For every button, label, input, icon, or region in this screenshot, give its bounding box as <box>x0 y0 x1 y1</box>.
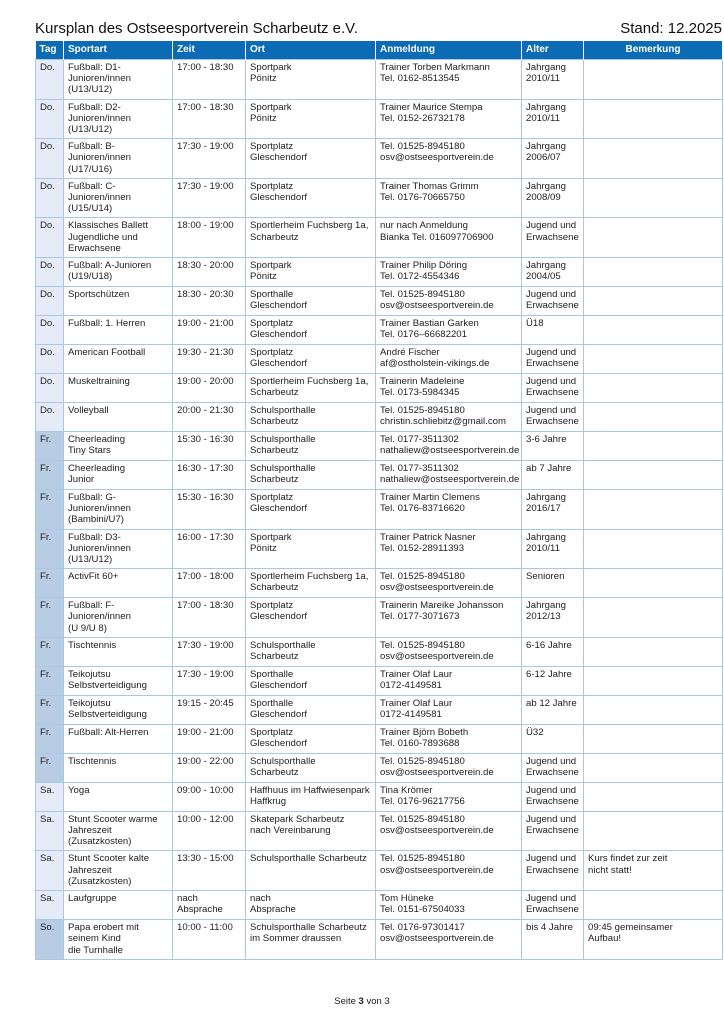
cell-tag: Do. <box>36 218 64 258</box>
cell-anmeldung: Tel. 0177-3511302 nathaliew@ostseesportverein.de <box>376 432 522 461</box>
cell-sportart: Volleyball <box>64 403 173 432</box>
current-page-number: 3 <box>358 996 364 1007</box>
cell-anmeldung: Tel. 01525-8945180 osv@ostseesportverein.de <box>376 287 522 316</box>
column-header-ort: Ort <box>246 41 376 60</box>
cell-ort: Schulsporthalle Scharbeutz <box>246 637 376 666</box>
cell-bemerkung <box>584 461 723 490</box>
cell-tag: Do. <box>36 178 64 218</box>
table-row <box>36 60 723 100</box>
cell-ort: Sportlerheim Fuchsberg 1a, Scharbeutz <box>246 569 376 598</box>
cell-ort: Haffhuus im Haffwiesenpark Haffkrug <box>246 782 376 811</box>
cell-anmeldung: Trainerin Mareike Johansson Tel. 0177-3071673 <box>376 598 522 638</box>
cell-tag: Sa. <box>36 891 64 920</box>
cell-sportart: Stunt Scooter warme Jahreszeit (Zusatzkosten) <box>64 811 173 851</box>
cell-bemerkung <box>584 60 723 100</box>
cell-anmeldung: Tina Krömer Tel. 0176-96217756 <box>376 782 522 811</box>
cell-alter: 3-6 Jahre <box>522 432 584 461</box>
cell-alter: Jugend und Erwachsene <box>522 851 584 891</box>
table-row <box>36 218 723 258</box>
cell-anmeldung: Trainer Thomas Grimm Tel. 0176-70665750 <box>376 178 522 218</box>
cell-alter: Jugend und Erwachsene <box>522 811 584 851</box>
cell-alter: Jugend und Erwachsene <box>522 345 584 374</box>
table-row <box>36 851 723 891</box>
cell-tag: Fr. <box>36 598 64 638</box>
cell-tag: Fr. <box>36 695 64 724</box>
table-row <box>36 432 723 461</box>
cell-sportart: Papa erobert mit seinem Kind die Turnhalle <box>64 920 173 960</box>
cell-ort: Schulsporthalle Scharbeutz <box>246 461 376 490</box>
cell-zeit: 16:30 - 17:30 <box>173 461 246 490</box>
cell-alter: Jahrgang 2006/07 <box>522 139 584 179</box>
table-body <box>36 60 723 960</box>
cell-bemerkung <box>584 139 723 179</box>
cell-tag: Do. <box>36 316 64 345</box>
cell-bemerkung <box>584 258 723 287</box>
cell-tag: Fr. <box>36 569 64 598</box>
cell-ort: Sportlerheim Fuchsberg 1a, Scharbeutz <box>246 374 376 403</box>
cell-zeit: 16:00 - 17:30 <box>173 529 246 569</box>
cell-sportart: Tischtennis <box>64 753 173 782</box>
cell-zeit: 19:00 - 20:00 <box>173 374 246 403</box>
cell-zeit: 17:30 - 19:00 <box>173 666 246 695</box>
stand-date: Stand: 12.2025 <box>620 20 722 37</box>
cell-alter: Jugend und Erwachsene <box>522 287 584 316</box>
cell-sportart: Fußball: G-Junioren/innen (Bambini/U7) <box>64 490 173 530</box>
cell-zeit: 19:00 - 21:00 <box>173 316 246 345</box>
cell-sportart: Cheerleading Tiny Stars <box>64 432 173 461</box>
cell-alter: Jugend und Erwachsene <box>522 374 584 403</box>
cell-tag: Sa. <box>36 851 64 891</box>
cell-alter: Jugend und Erwachsene <box>522 891 584 920</box>
cell-alter: ab 12 Jahre <box>522 695 584 724</box>
cell-alter: 6-12 Jahre <box>522 666 584 695</box>
cell-ort: Sportpark Pönitz <box>246 60 376 100</box>
table-row <box>36 666 723 695</box>
cell-ort: Sportpark Pönitz <box>246 529 376 569</box>
table-row <box>36 695 723 724</box>
cell-sportart: Fußball: D2-Junioren/innen (U13/U12) <box>64 99 173 139</box>
cell-bemerkung <box>584 490 723 530</box>
cell-tag: Fr. <box>36 724 64 753</box>
cell-zeit: 19:30 - 21:30 <box>173 345 246 374</box>
table-row <box>36 891 723 920</box>
cell-sportart: Cheerleading Junior <box>64 461 173 490</box>
cell-bemerkung <box>584 891 723 920</box>
cell-alter: Jugend und Erwachsene <box>522 753 584 782</box>
cell-tag: Fr. <box>36 666 64 695</box>
cell-sportart: Fußball: C-Junioren/innen (U15/U14) <box>64 178 173 218</box>
cell-sportart: Klassisches Ballett Jugendliche und Erwachsene <box>64 218 173 258</box>
cell-alter: Senioren <box>522 569 584 598</box>
cell-bemerkung <box>584 345 723 374</box>
table-row <box>36 287 723 316</box>
cell-ort: Skatepark Scharbeutz nach Vereinbarung <box>246 811 376 851</box>
cell-bemerkung <box>584 432 723 461</box>
cell-anmeldung: Trainer Patrick Nasner Tel. 0152-28911393 <box>376 529 522 569</box>
cell-ort: Sportplatz Gleschendorf <box>246 316 376 345</box>
table-row <box>36 724 723 753</box>
cell-ort: Sportlerheim Fuchsberg 1a, Scharbeutz <box>246 218 376 258</box>
column-header-zeit: Zeit <box>173 41 246 60</box>
cell-anmeldung: Trainer Maurice Stempa Tel. 0152-26732178 <box>376 99 522 139</box>
cell-anmeldung: Trainer Olaf Laur 0172-4149581 <box>376 666 522 695</box>
table-row <box>36 753 723 782</box>
table-row <box>36 178 723 218</box>
table-row <box>36 811 723 851</box>
cell-sportart: Fußball: A-Junioren (U19/U18) <box>64 258 173 287</box>
cell-anmeldung: Trainer Martin Clemens Tel. 0176-83716620 <box>376 490 522 530</box>
cell-anmeldung: André Fischer af@ostholstein-vikings.de <box>376 345 522 374</box>
cell-alter: Jugend und Erwachsene <box>522 403 584 432</box>
cell-ort: Sportplatz Gleschendorf <box>246 139 376 179</box>
cell-zeit: 18:00 - 19:00 <box>173 218 246 258</box>
cell-anmeldung: Trainer Björn Bobeth Tel. 0160-7893688 <box>376 724 522 753</box>
cell-anmeldung: Trainer Torben Markmann Tel. 0162-8513545 <box>376 60 522 100</box>
table-row <box>36 637 723 666</box>
column-header-alter: Alter <box>522 41 584 60</box>
cell-anmeldung: Tel. 01525-8945180 osv@ostseesportverein.de <box>376 811 522 851</box>
cell-tag: Fr. <box>36 753 64 782</box>
cell-ort: Sportpark Pönitz <box>246 258 376 287</box>
column-header-anmeldung: Anmeldung <box>376 41 522 60</box>
cell-ort: nach Absprache <box>246 891 376 920</box>
cell-zeit: 17:00 - 18:30 <box>173 598 246 638</box>
cell-sportart: American Football <box>64 345 173 374</box>
cell-anmeldung: Tel. 01525-8945180 osv@ostseesportverein.de <box>376 139 522 179</box>
cell-sportart: Fußball: D3-Junioren/innen (U13/U12) <box>64 529 173 569</box>
cell-bemerkung <box>584 666 723 695</box>
cell-bemerkung <box>584 637 723 666</box>
cell-bemerkung <box>584 569 723 598</box>
cell-zeit: 19:00 - 21:00 <box>173 724 246 753</box>
course-schedule-table <box>35 41 723 960</box>
cell-zeit: 10:00 - 11:00 <box>173 920 246 960</box>
table-row <box>36 920 723 960</box>
cell-bemerkung <box>584 287 723 316</box>
cell-ort: Sporthalle Gleschendorf <box>246 287 376 316</box>
cell-zeit: 13:30 - 15:00 <box>173 851 246 891</box>
cell-anmeldung: Tel. 01525-8945180 osv@ostseesportverein.de <box>376 753 522 782</box>
cell-alter: bis 4 Jahre <box>522 920 584 960</box>
cell-zeit: 19:00 - 22:00 <box>173 753 246 782</box>
table-row <box>36 345 723 374</box>
cell-alter: Ü32 <box>522 724 584 753</box>
cell-tag: Fr. <box>36 461 64 490</box>
cell-sportart: Laufgruppe <box>64 891 173 920</box>
table-row <box>36 569 723 598</box>
cell-zeit: 15:30 - 16:30 <box>173 432 246 461</box>
cell-alter: Jahrgang 2016/17 <box>522 490 584 530</box>
cell-alter: Jahrgang 2010/11 <box>522 60 584 100</box>
cell-sportart: Fußball: 1. Herren <box>64 316 173 345</box>
cell-tag: Fr. <box>36 432 64 461</box>
cell-zeit: 19:15 - 20:45 <box>173 695 246 724</box>
cell-anmeldung: Tel. 0176-97301417 osv@ostseesportverein.de <box>376 920 522 960</box>
cell-zeit: 17:30 - 19:00 <box>173 178 246 218</box>
table-row <box>36 316 723 345</box>
column-header-bemerkung: Bemerkung <box>584 41 723 60</box>
table-row <box>36 461 723 490</box>
table-row <box>36 139 723 179</box>
cell-ort: Sportplatz Gleschendorf <box>246 598 376 638</box>
cell-bemerkung: 09:45 gemeinsamer Aufbau! <box>584 920 723 960</box>
cell-bemerkung <box>584 724 723 753</box>
cell-ort: Sportplatz Gleschendorf <box>246 490 376 530</box>
cell-sportart: Fußball: D1-Junioren/innen (U13/U12) <box>64 60 173 100</box>
cell-tag: Fr. <box>36 637 64 666</box>
cell-anmeldung: Tel. 01525-8945180 osv@ostseesportverein.de <box>376 851 522 891</box>
cell-bemerkung: Kurs findet zur zeit nicht statt! <box>584 851 723 891</box>
cell-anmeldung: Trainer Bastian Garken Tel. 0176–66682201 <box>376 316 522 345</box>
cell-anmeldung: Trainerin Madeleine Tel. 0173-5984345 <box>376 374 522 403</box>
cell-alter: Jahrgang 2010/11 <box>522 99 584 139</box>
cell-anmeldung: Tel. 01525-8945180 christin.schliebitz@gmail.com <box>376 403 522 432</box>
cell-ort: Schulsporthalle Scharbeutz <box>246 753 376 782</box>
cell-anmeldung: nur nach Anmeldung Bianka Tel. 016097706900 <box>376 218 522 258</box>
table-row <box>36 374 723 403</box>
cell-tag: Fr. <box>36 529 64 569</box>
cell-alter: ab 7 Jahre <box>522 461 584 490</box>
cell-sportart: Sportschützen <box>64 287 173 316</box>
cell-bemerkung <box>584 753 723 782</box>
cell-sportart: Fußball: F-Junioren/innen (U 9/U 8) <box>64 598 173 638</box>
cell-tag: Do. <box>36 403 64 432</box>
cell-alter: Jahrgang 2010/11 <box>522 529 584 569</box>
cell-sportart: Tischtennis <box>64 637 173 666</box>
cell-zeit: 17:30 - 19:00 <box>173 139 246 179</box>
cell-sportart: Yoga <box>64 782 173 811</box>
cell-bemerkung <box>584 529 723 569</box>
cell-alter: Jahrgang 2008/09 <box>522 178 584 218</box>
cell-zeit: 17:00 - 18:00 <box>173 569 246 598</box>
cell-bemerkung <box>584 99 723 139</box>
cell-zeit: 09:00 - 10:00 <box>173 782 246 811</box>
cell-tag: Sa. <box>36 811 64 851</box>
cell-tag: So. <box>36 920 64 960</box>
table-header-row <box>36 41 723 60</box>
cell-anmeldung: Tom Hüneke Tel. 0151-67504033 <box>376 891 522 920</box>
cell-ort: Sporthalle Gleschendorf <box>246 666 376 695</box>
cell-anmeldung: Tel. 01525-8945180 osv@ostseesportverein.de <box>376 637 522 666</box>
cell-bemerkung <box>584 598 723 638</box>
cell-bemerkung <box>584 316 723 345</box>
cell-zeit: 17:00 - 18:30 <box>173 60 246 100</box>
cell-anmeldung: Tel. 01525-8945180 osv@ostseesportverein.de <box>376 569 522 598</box>
cell-ort: Schulsporthalle Scharbeutz <box>246 403 376 432</box>
cell-anmeldung: Trainer Philip Döring Tel. 0172-4554346 <box>376 258 522 287</box>
cell-ort: Schulsporthalle Scharbeutz <box>246 432 376 461</box>
cell-alter: Jugend und Erwachsene <box>522 782 584 811</box>
cell-ort: Sportpark Pönitz <box>246 99 376 139</box>
cell-zeit: 17:00 - 18:30 <box>173 99 246 139</box>
table-row <box>36 529 723 569</box>
table-row <box>36 99 723 139</box>
cell-bemerkung <box>584 178 723 218</box>
cell-ort: Schulsporthalle Scharbeutz <box>246 851 376 891</box>
cell-alter: 6-16 Jahre <box>522 637 584 666</box>
cell-tag: Do. <box>36 60 64 100</box>
cell-tag: Fr. <box>36 490 64 530</box>
cell-ort: Sportplatz Gleschendorf <box>246 178 376 218</box>
cell-zeit: 17:30 - 19:00 <box>173 637 246 666</box>
cell-alter: Jugend und Erwachsene <box>522 218 584 258</box>
cell-zeit: 20:00 - 21:30 <box>173 403 246 432</box>
cell-bemerkung <box>584 695 723 724</box>
cell-alter: Jahrgang 2004/05 <box>522 258 584 287</box>
page-header <box>35 20 722 40</box>
cell-ort: Schulsporthalle Scharbeutz im Sommer draussen <box>246 920 376 960</box>
cell-tag: Do. <box>36 374 64 403</box>
cell-alter: Ü18 <box>522 316 584 345</box>
cell-bemerkung <box>584 403 723 432</box>
cell-ort: Sporthalle Gleschendorf <box>246 695 376 724</box>
footer-prefix: Seite <box>334 996 359 1007</box>
cell-sportart: Fußball: B-Junioren/innen (U17/U16) <box>64 139 173 179</box>
cell-sportart: Stunt Scooter kalte Jahreszeit (Zusatzkosten) <box>64 851 173 891</box>
cell-anmeldung: Tel. 0177-3511302 nathaliew@ostseesportverein.de <box>376 461 522 490</box>
cell-tag: Do. <box>36 287 64 316</box>
cell-tag: Do. <box>36 99 64 139</box>
cell-anmeldung: Trainer Olaf Laur 0172-4149581 <box>376 695 522 724</box>
column-header-tag: Tag <box>36 41 64 60</box>
cell-bemerkung <box>584 374 723 403</box>
cell-tag: Do. <box>36 139 64 179</box>
cell-ort: Sportplatz Gleschendorf <box>246 724 376 753</box>
page-footer <box>0 996 724 1007</box>
cell-tag: Do. <box>36 345 64 374</box>
cell-bemerkung <box>584 782 723 811</box>
cell-zeit: 18:30 - 20:00 <box>173 258 246 287</box>
footer-suffix: von 3 <box>363 996 390 1007</box>
table-row <box>36 403 723 432</box>
cell-bemerkung <box>584 218 723 258</box>
cell-sportart: Teikojutsu Selbstverteidigung <box>64 695 173 724</box>
cell-ort: Sportplatz Gleschendorf <box>246 345 376 374</box>
cell-zeit: 18:30 - 20:30 <box>173 287 246 316</box>
cell-sportart: ActivFit 60+ <box>64 569 173 598</box>
column-header-sportart: Sportart <box>64 41 173 60</box>
cell-zeit: nach Absprache <box>173 891 246 920</box>
cell-zeit: 15:30 - 16:30 <box>173 490 246 530</box>
cell-bemerkung <box>584 811 723 851</box>
cell-zeit: 10:00 - 12:00 <box>173 811 246 851</box>
cell-sportart: Fußball: Alt-Herren <box>64 724 173 753</box>
table-row <box>36 258 723 287</box>
table-row <box>36 490 723 530</box>
table-row <box>36 598 723 638</box>
cell-alter: Jahrgang 2012/13 <box>522 598 584 638</box>
cell-tag: Do. <box>36 258 64 287</box>
cell-sportart: Teikojutsu Selbstverteidigung <box>64 666 173 695</box>
cell-sportart: Muskeltraining <box>64 374 173 403</box>
table-row <box>36 782 723 811</box>
cell-tag: Sa. <box>36 782 64 811</box>
page-title: Kursplan des Ostseesportverein Scharbeutz e.V. <box>35 20 358 37</box>
